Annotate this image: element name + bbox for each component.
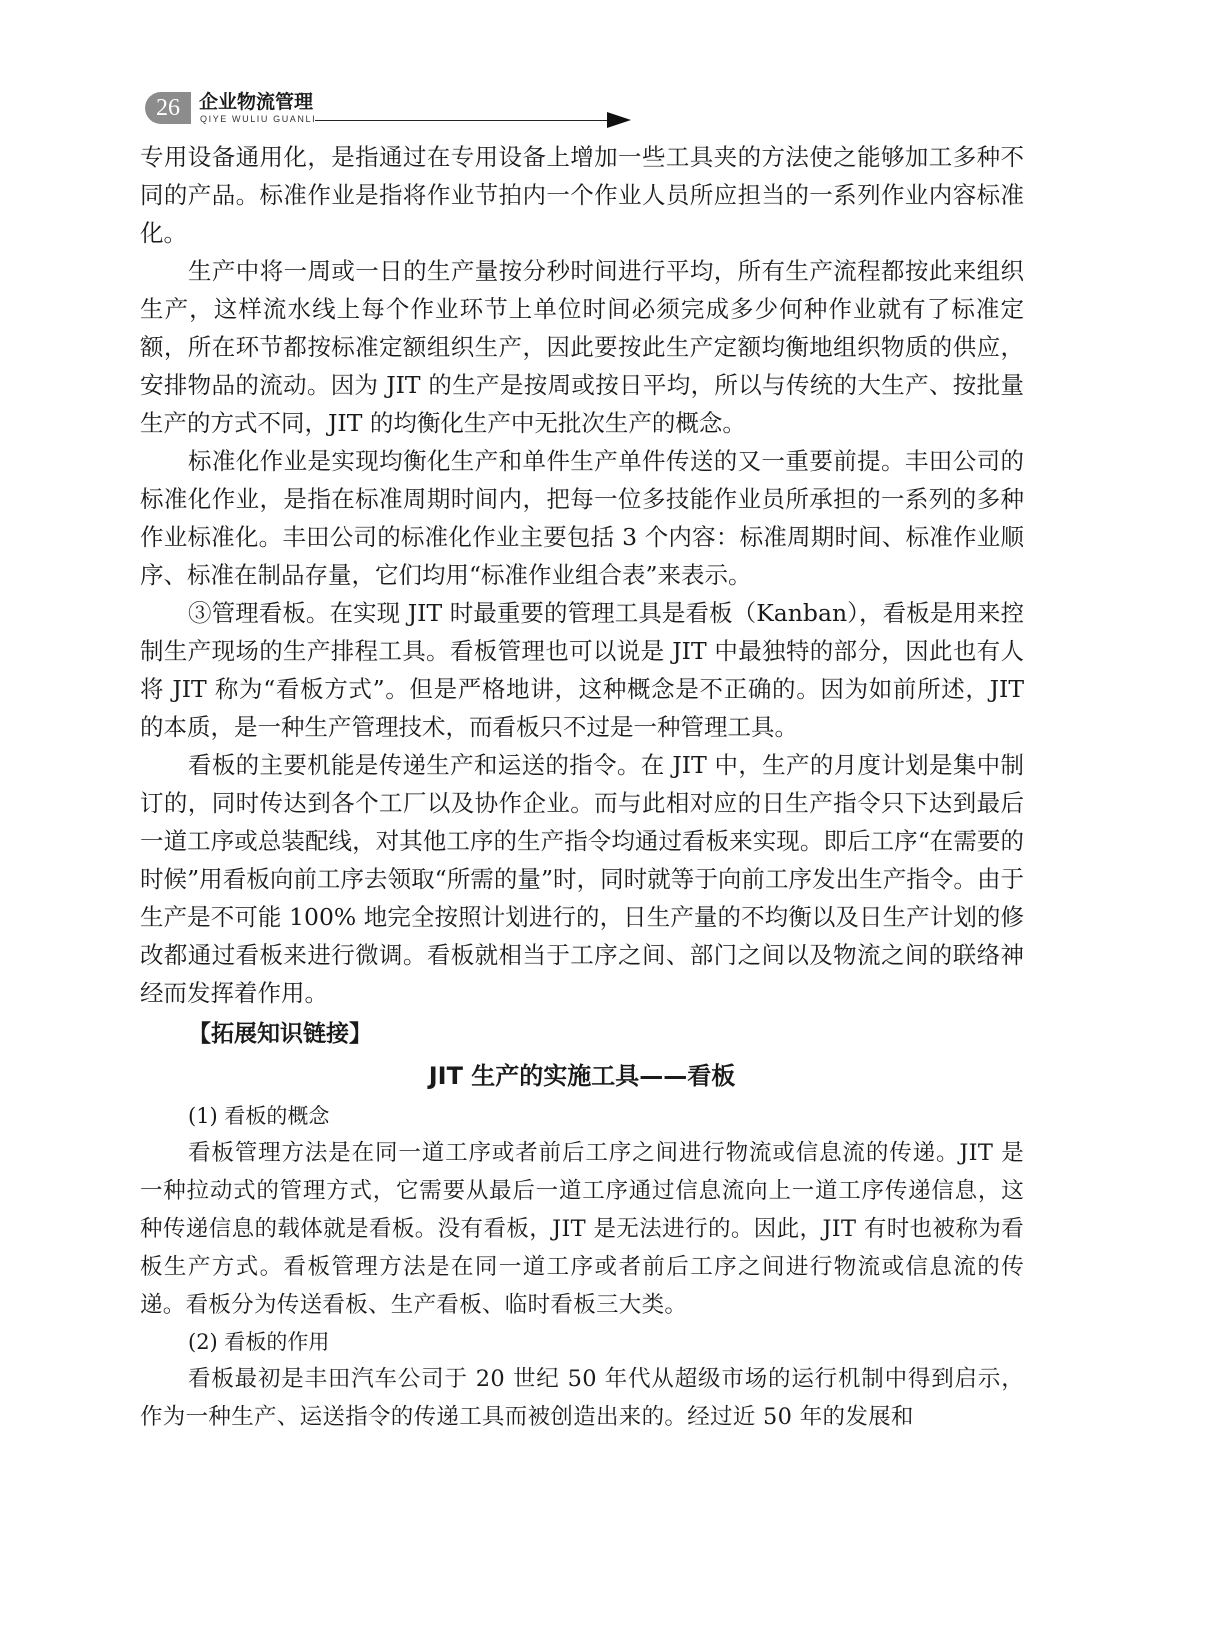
body-paragraph: 标准化作业是实现均衡化生产和单件生产单件传送的又一重要前提。丰田公司的标准化作业，是指在标准周期时间内，把每一位多技能作业员所承担的一系列的多种作业标准化。丰田公司的标准化作业主要包括 3 个内容：标准周期时间、标准作业顺序、标准在制品存量，它们均用“标准作业组合表”来表示。 [140, 447, 1024, 589]
book-title-pinyin: QIYE WULIU GUANLI [200, 114, 317, 124]
book-title: 企业物流管理 [199, 91, 314, 113]
body-paragraph: 专用设备通用化，是指通过在专用设备上增加一些工具夹的方法使之能够加工多种不同的产品。标准作业是指将作业节拍内一个作业人员所应担当的一系列作业内容标准化。 [140, 143, 1024, 247]
page-number: 26 [145, 92, 191, 124]
page-content [140, 138, 1024, 1436]
section-paragraph: 看板管理方法是在同一道工序或者前后工序之间进行物流或信息流的传递。JIT 是一种拉动式的管理方式，它需要从最后一道工序通过信息流向上一道工序传递信息，这种传递信息的载体就是看板。没有看板，JIT 是无法进行的。因此，JIT 有时也被称为看板生产方式。看板管理方法是在同一道工序或者前后工序之间进行物流或信息流的传递。看板分为传送看板、生产看板、临时看板三大类。 [140, 1140, 1024, 1318]
body-paragraph: ③管理看板。在实现 JIT 时最重要的管理工具是看板（Kanban），看板是用来控制生产现场的生产排程工具。看板管理也可以说是 JIT 中最独特的部分，因此也有人将 JIT 称为“看板方式”。但是严格地讲，这种概念是不正确的。因为如前所述，JIT 的本质，是一种生产管理技术，而看板只不过是一种管理工具。 [140, 599, 1024, 741]
section-paragraph: 看板最初是丰田汽车公司于 20 世纪 50 年代从超级市场的运行机制中得到启示，作为一种生产、运送指令的传递工具而被创造出来的。经过近 50 年的发展和 [140, 1366, 1024, 1430]
extension-heading: 【拓展知识链接】 [188, 1021, 372, 1047]
body-paragraph: 看板的主要机能是传递生产和运送的指令。在 JIT 中，生产的月度计划是集中制订的，同时传达到各个工厂以及协作企业。而与此相对应的日生产指令只下达到最后一道工序或总装配线，对其他工序的生产指令均通过看板来实现。即后工序“在需要的时候”用看板向前工序去领取“所需的量”时，同时就等于向前工序发出生产指令。由于生产是不可能 100% 地完全按照计划进行的，日生产量的不均衡以及日生产计划的修改都通过看板来进行微调。看板就相当于工序之间、部门之间以及物流之间的联络神经而发挥着作用。 [140, 751, 1024, 1007]
header-arrow-icon [607, 112, 631, 128]
running-header [145, 90, 645, 130]
header-rule [315, 120, 615, 121]
section-heading: (1) 看板的概念 [188, 1104, 330, 1128]
section-heading: (2) 看板的作用 [188, 1330, 330, 1354]
extension-title: JIT 生产的实施工具——看板 [428, 1062, 736, 1090]
body-paragraph: 生产中将一周或一日的生产量按分秒时间进行平均，所有生产流程都按此来组织生产，这样流水线上每个作业环节上单位时间必须完成多少何种作业就有了标准定额，所在环节都按标准定额组织生产，因此要按此生产定额均衡地组织物质的供应，安排物品的流动。因为 JIT 的生产是按周或按日平均，所以与传统的大生产、按批量生产的方式不同，JIT 的均衡化生产中无批次生产的概念。 [140, 257, 1024, 437]
